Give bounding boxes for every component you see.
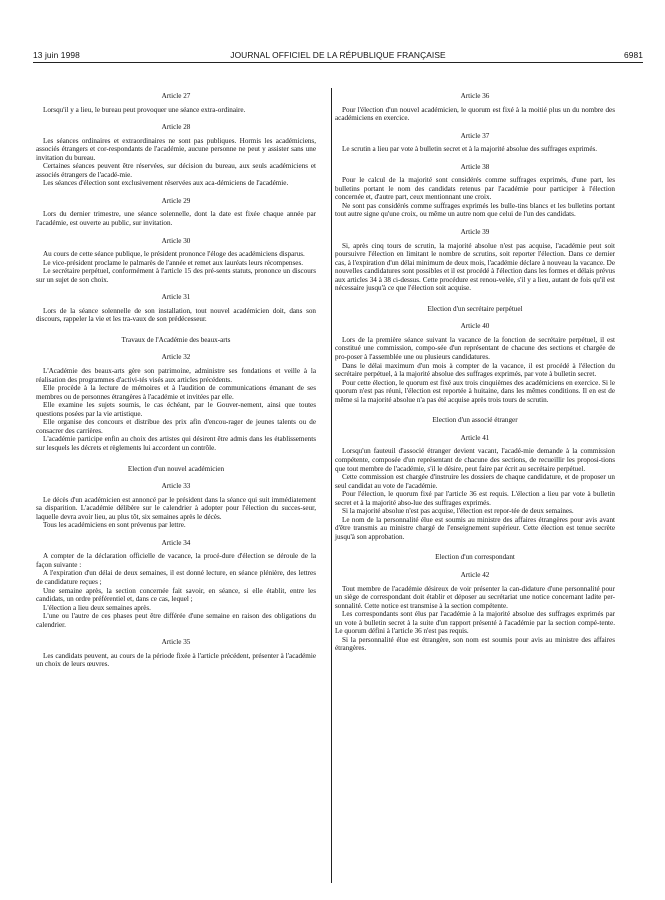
page-header [33,48,643,62]
paragraph: Lorsqu'un fauteuil d'associé étranger devient vacant, l'acadé-mie demande à la commission compétente, composée d'un représentant de chacune des sections, de recueillir les proposi-tions que tout membre de l'académie, s'il le désire, peut faire par écrit au secrétaire perpétuel. [335,447,615,473]
journal-title: JOURNAL OFFICIEL DE LA RÉPUBLIQUE FRANÇAISE [230,50,446,60]
paragraph: L'Académie des beaux-arts gère son patrimoine, administre ses fondations et veille à la réalisation des programmes d'activi-tés visés aux articles précédents. [36,367,316,384]
section-heading: Election d'un secrétaire perpétuel [427,304,523,313]
paragraph: Le nom de la personnalité élue est soumis au ministre des affaires étrangères pour avis avant d'être transmis au ministre chargé de l'enseignement supérieur. Cette élection est tenue secrète jusqu'à son approbation. [335,515,615,541]
paragraph: Pour le calcul de la majorité sont considérés comme suffrages exprimés, d'une part, les bulletins portant le nom des candidats retenus par l'académie pour participer à l'élection concernée et, d'autre part, ceux mentionnant une croix. [335,176,615,202]
paragraph: Si la majorité absolue n'est pas acquise, l'élection est repor-tée de deux semaines. [342,507,574,516]
paragraph: Les séances ordinaires et extraordinaires ne sont pas publiques. Hormis les académiciens, associés étrangers et cor-respondants de l'académie, aucune personne ne peut y assister sans une invitation du bureau. [36,136,316,162]
article-heading: Article 37 [460,131,490,140]
paragraph: Si, après cinq tours de scrutin, la majorité absolue n'est pas acquise, l'académie peut soit poursuivre l'élection en limitant le nombre de scrutins, soit reporter l'élection. Dans ce dernier cas, à l'expiration d'un délai minimum de deux mois, l'académie déclare à nouveau la vacance. De nouvelles candidatures sont possibles et il est procédé à l'élection dans les formes et délais prévus aux articles 34 à 38 ci-dessus. Cette procédure est renou-velée, s'il y a lieu, autant de fois qu'il est nécessaire jusqu'à ce que l'élection soit acquise. [335,241,615,293]
header-rule [33,62,643,63]
paragraph: Une semaine après, la section concernée fait savoir, en séance, si elle établit, entre les candidats, un ordre préférentiel et, dans ce cas, lequel ; [36,586,316,604]
article-heading: Article 42 [460,570,490,579]
article-heading: Article 41 [460,433,490,442]
article-heading: Article 39 [460,228,490,237]
paragraph: A l'expiration d'un délai de deux semaines, il est donné lecture, en séance plénière, des lettres de candidature reçues ; [36,569,316,586]
paragraph: Le vice-président proclame le palmarès de l'année et remet aux lauréats leurs récompenses. [43,258,304,267]
header-date: 13 juin 1998 [33,50,80,60]
article-heading: Article 30 [161,236,191,245]
paragraph: Le scrutin a lieu par vote à bulletin secret et à la majorité absolue des suffrages exprimés. [342,145,598,154]
paragraph: Elle organise des concours et distribue des prix afin d'encou-rager de jeunes talents ou de consacrer des carrières. [36,418,316,435]
article-heading: Article 27 [161,92,191,100]
paragraph: Lors du dernier trimestre, une séance solennelle, dont la date est fixée chaque année par l'académie, est ouverte au public, sur invitation. [36,210,316,228]
article-heading: Article 33 [161,482,191,491]
paragraph: Le secrétaire perpétuel, conformément à l'article 15 des pré-sents statuts, prononce un discours sur un sujet de son choix. [36,267,316,284]
column-separator [331,88,332,883]
page-number: 6981 [623,50,643,60]
article-heading: Article 34 [161,538,191,547]
article-heading: Article 40 [460,322,490,331]
paragraph: Les séances d'élection sont exclusivement réservées aux aca-démiciens de l'académie. [43,179,289,188]
article-heading: Article 38 [460,162,490,171]
article-heading: Article 36 [460,92,490,100]
paragraph: Elle procède à la lecture de mémoires et à l'audition de communications émanant de ses membres ou de personnes étrangères à l'académie et invitées par elle. [36,384,316,401]
section-heading: Election d'un nouvel académicien [127,464,225,473]
paragraph: A compter de la déclaration officielle de vacance, la procé-dure d'élection se déroule de la façon suivante : [36,552,316,569]
paragraph: Les candidats peuvent, au cours de la période fixée à l'article précédent, présenter à l'académie un choix de leurs œuvres. [36,651,316,669]
paragraph: Certaines séances peuvent être réservées, sur décision du bureau, aux seuls académiciens et associés étrangers de l'acadé-mie. [36,162,316,179]
paragraph: Pour l'élection d'un nouvel académicien, le quorum est fixé à la moitié plus un du nombre des académiciens en exercice. [335,105,615,123]
paragraph: Lors de la séance solennelle de son installation, tout nouvel académicien doit, dans son discours, rappeler la vie et les tra-vaux de son prédécesseur. [36,306,316,324]
article-heading: Article 31 [161,293,191,302]
paragraph: Dans le délai maximum d'un mois à compter de la vacance, il est procédé à l'élection du secrétaire perpétuel, à la majorité absolue des suffrages exprimés, par vote à bulletin secret. [335,361,615,379]
paragraph: Cette commission est chargée d'instruire les dossiers de chaque candidature, et de proposer un seul candidat au vote de l'académie. [335,473,615,490]
article-heading: Article 32 [161,353,191,362]
section-heading: Travaux de l'Académie des beaux-arts [121,335,231,344]
paragraph: Au cours de cette séance publique, le président prononce l'éloge des académiciens disparus. [43,250,305,259]
paragraph: Pour l'élection, le quorum fixé par l'article 36 est requis. L'élection a lieu par vote à bulletin secret et à la majorité abso-lue des suffrages exprimés. [335,490,615,507]
paragraph: Lors de la première séance suivant la vacance de la fonction de secrétaire perpétuel, il est constitué une commission, compo-sée d'un représentant de chacune des sections et chargée de pro-poser à l'assemblée une ou plusieurs candidatures. [335,335,615,362]
paragraph: L'une ou l'autre de ces phases peut être différée d'une semaine en raison des obligations du calendrier. [36,612,316,629]
paragraph: Pour cette élection, le quorum est fixé aux trois cinquièmes des académiciens en exercice. Si le quorum n'est pas réuni, l'élection est reportée à huitaine, dans les mêmes conditions. Il en est de même si la majorité absolue n'a pas été acquise après trois tours de scrutin. [335,378,615,404]
paragraph: Si la personnalité élue est étrangère, son nom est soumis pour avis au ministre des affaires étrangères. [335,635,615,653]
paragraph: Le décès d'un académicien est annoncé par le président dans la séance qui suit immédiatement sa disparition. L'académie délibère sur le calendrier à adopter pour l'élection du succes-seur, laquelle devra avoir lieu, au plus tôt, six semaines après le décès. [36,495,316,521]
article-heading: Article 28 [161,123,191,132]
section-heading: Election d'un associé étranger [432,416,518,425]
paragraph: Tout membre de l'académie désireux de voir présenter la can-didature d'une personnalité pour un siège de correspondant doit établir et déposer au secrétariat une notice concernant ladite per-sonnalité. Cette notice est transmise à la section compétente. [335,584,615,610]
left-column [36,92,316,669]
paragraph: Tous les académiciens en sont prévenus par lettre. [43,521,186,530]
paragraph: Ne sont pas considérés comme suffrages exprimés les bulle-tins blancs et les bulletins portant tout autre signe qu'une croix, ou même un autre nom que celui de l'un des candidats. [335,201,615,219]
article-heading: Article 35 [161,638,191,647]
right-column [335,92,615,653]
paragraph: L'académie participe enfin au choix des artistes qui désirent être admis dans les établissements sur lesquels les décrets et règlements lui accordent un contrôle. [36,435,316,452]
paragraph: Les correspondants sont élus par l'académie à la majorité absolue des suffrages exprimés par un vote à bulletin secret à la suite d'un rapport présenté à l'académie par la section compé-tente. Le quorum défini à l'article 36 n'est pas requis. [335,610,615,636]
paragraph: Lorsqu'il y a lieu, le bureau peut provoquer une séance extra-ordinaire. [43,105,246,114]
paragraph: Elle examine les sujets soumis, le cas échéant, par le Gouver-nement, ainsi que toutes questions posées par la vie artistique. [36,401,316,418]
section-heading: Election d'un correspondant [435,553,515,562]
article-heading: Article 29 [161,196,191,205]
paragraph: L'élection a lieu deux semaines après. [43,603,151,612]
